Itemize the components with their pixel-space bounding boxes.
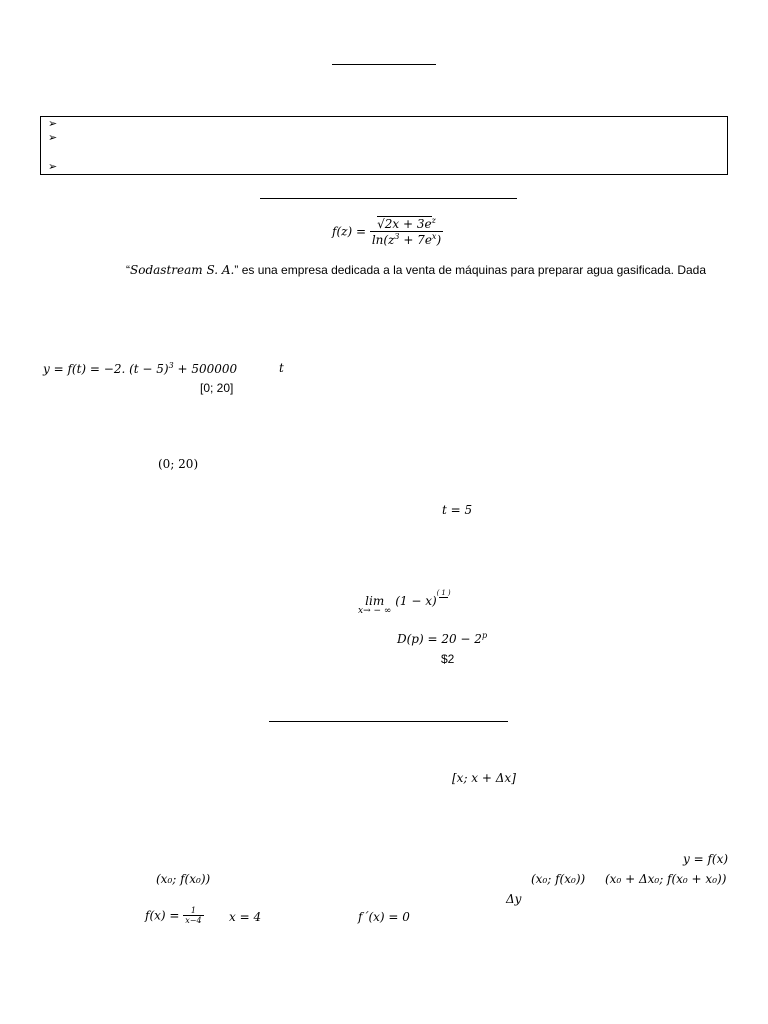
y-equals-fx: y = f(x) — [683, 852, 729, 866]
limit-expression: lim x→ − ∞ (1 − x)( 1 ) — [358, 589, 451, 616]
formula-fx-reciprocal: f(x) = $\frac{1}{x-4}$ — [145, 906, 202, 925]
bullet-arrow-icon: ➢ — [48, 118, 58, 130]
formula-fz: f(z) = $\frac{√2x + 3e^z}{\ln(z^3 + 7e^x)}$ — [332, 216, 442, 247]
t-equals-5: t = 5 — [442, 503, 473, 517]
instructions-box — [40, 116, 728, 175]
interval-closed: [0; 20] — [200, 381, 234, 395]
formula-fx-fraction: $\frac{1}{x-4}$ — [185, 906, 202, 925]
interval-delta-x: [x; x + Δx] — [452, 771, 516, 785]
bullet-arrow-icon: ➢ — [48, 132, 58, 144]
derivative-zero: f´(x) = 0 — [358, 910, 410, 924]
paragraph-sodastream: “Sodastream S. A.” es una empresa dedicada a la venta de máquinas para preparar agua gasificada. Dada — [126, 263, 707, 277]
variable-t: t — [279, 361, 284, 375]
interval-open: (0; 20) — [158, 457, 199, 471]
title-underline — [332, 64, 436, 65]
x-equals-4: x = 4 — [229, 910, 262, 924]
bullet-arrow-icon: ➢ — [48, 161, 58, 173]
section-heading-underline-2 — [269, 721, 508, 722]
point-x0-secant: (x₀; f(x₀)) — [531, 872, 586, 886]
price-value: $2 — [441, 652, 455, 666]
formula-y-ft: y = f(t) = −2. $(t - 5)^3 + 500000$ — [43, 361, 238, 376]
point-x0: (x₀; f(x₀)) — [156, 872, 211, 886]
section-heading-underline — [260, 198, 517, 199]
delta-y: Δy — [506, 892, 522, 906]
point-x0-plus-delta: (x₀ + Δx₀; f(x₀ + x₀)) — [605, 872, 727, 886]
demand-function: $D(p) = 20 - 2^p$ — [397, 631, 488, 646]
formula-fz-fraction: $\frac{√2x + 3e^z}{\ln(z^3 + 7e^x)}$ — [371, 216, 442, 247]
limit-exponent: ( 1 ) — [436, 589, 451, 597]
